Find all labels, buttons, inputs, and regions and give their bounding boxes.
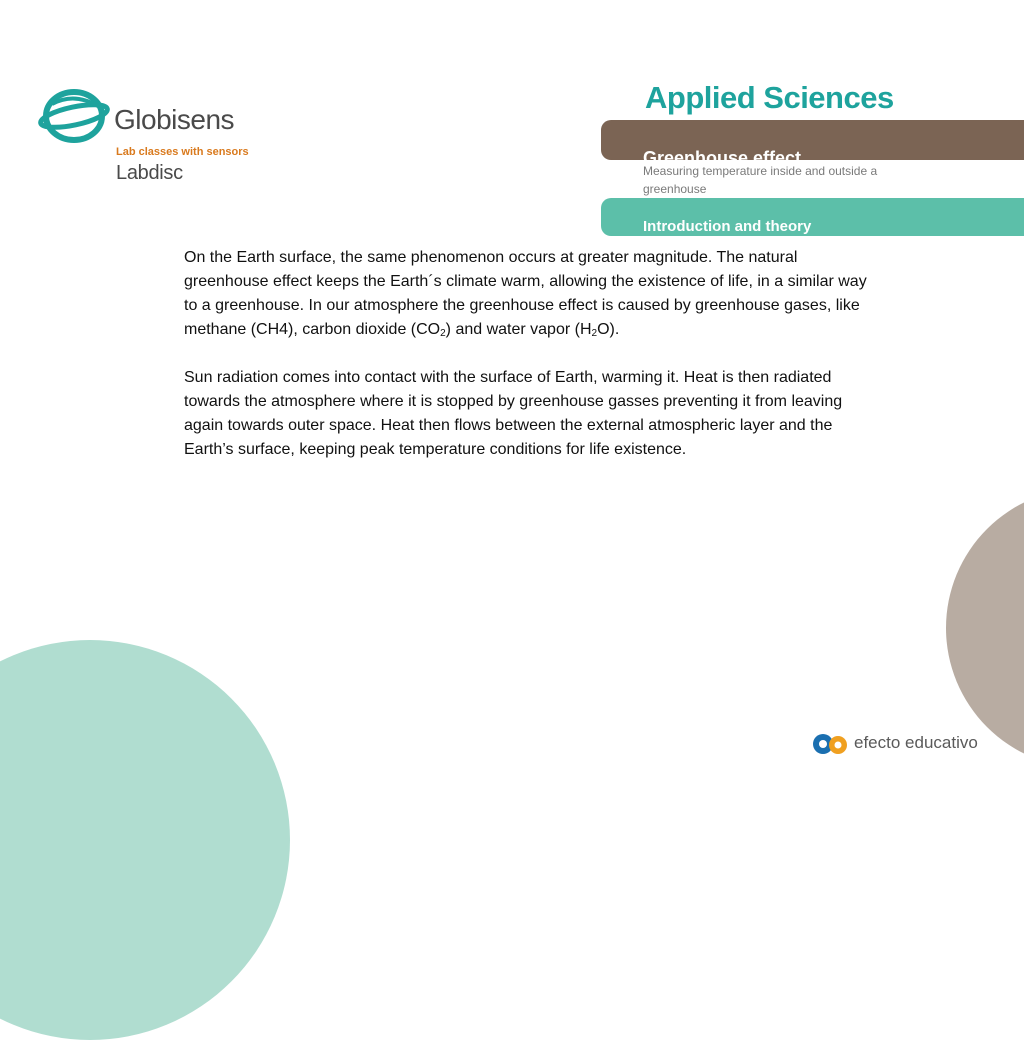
- logo-name: Globisens: [114, 104, 235, 135]
- decorative-circle-left: [0, 640, 290, 1040]
- efecto-educativo-logo-icon: [812, 730, 848, 756]
- paragraph-1: [184, 246, 872, 342]
- logo-tagline: Lab classes with sensors: [116, 146, 249, 158]
- p1-subscript-1: 2: [440, 328, 446, 339]
- p1-text-a: On the Earth surface, the same phenomenon occurs at greater magnitude. The natural greenhouse effect keeps the Earth´s climate warm, allowing the existence of life, in a similar way to a greenhouse. In our atmosphere the greenhouse effect is caused by greenhouse gases, like methane (CH4), carbon dioxide (CO: [184, 249, 867, 338]
- footer-logo: [812, 728, 978, 758]
- globisens-logo: [38, 80, 278, 190]
- paragraph-2: Sun radiation comes into contact with the surface of Earth, warming it. Heat is then radiated towards the atmosphere where it is stopped by greenhouse gasses preventing it from leaving again towards outer space. Heat then flows between the external atmospheric layer and the Earth’s surface, keeping peak temperature conditions for life existence.: [184, 369, 843, 458]
- brand-title: Applied Sciences: [645, 80, 894, 115]
- p1-subscript-2: 2: [591, 328, 598, 339]
- p1-text-b: ) and water vapor (H: [445, 321, 592, 338]
- body-text: [184, 246, 872, 486]
- decorative-circle-right: [946, 488, 1024, 768]
- globe-orbit-icon: [38, 84, 118, 154]
- p1-text-c: O).: [597, 321, 620, 338]
- logo-sub: Labdisc: [116, 162, 183, 184]
- footer-brand: efecto educativo: [854, 733, 978, 752]
- section-label: Introduction and theory: [643, 218, 812, 235]
- slide-title: Greenhouse effect: [643, 148, 802, 168]
- slide-subtitle: Measuring temperature inside and outside a greenhouse: [643, 164, 878, 196]
